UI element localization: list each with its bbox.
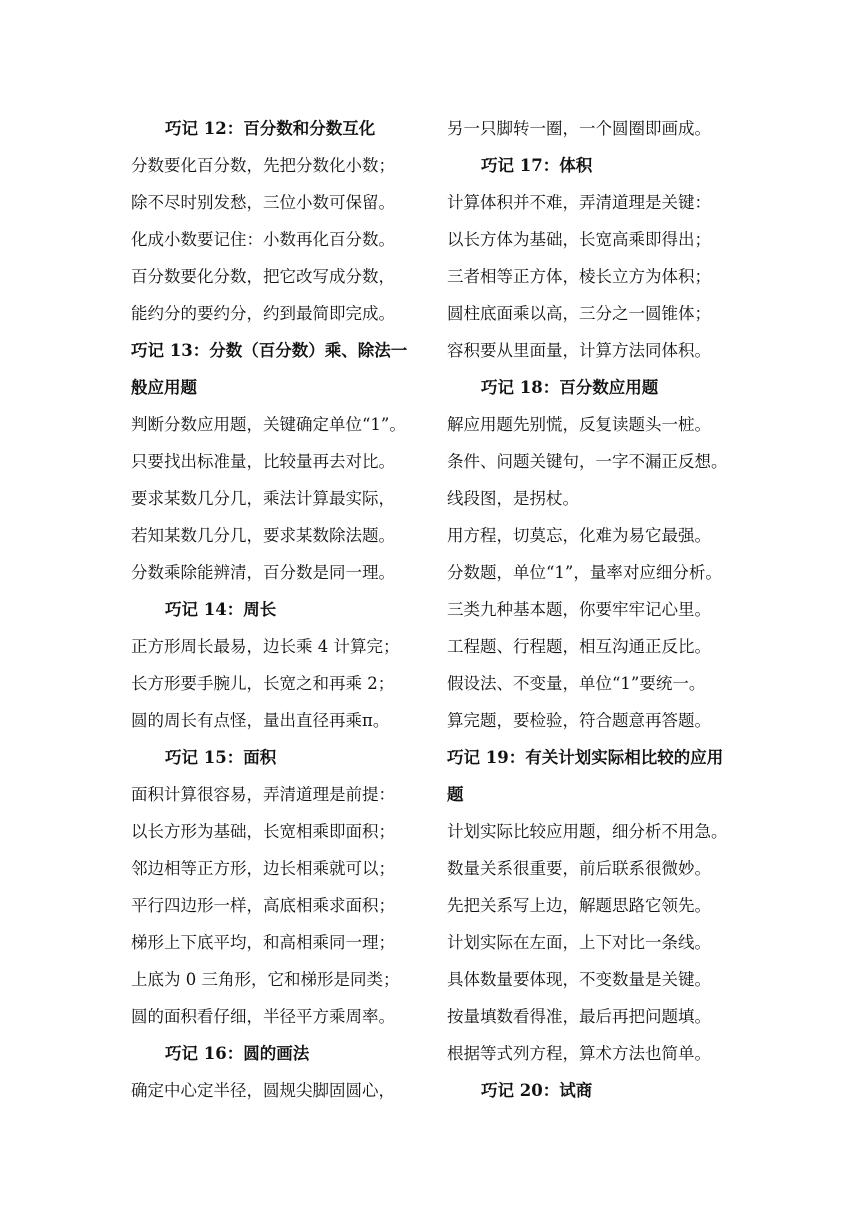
section-heading: 巧记 18：百分数应用题 xyxy=(481,378,659,397)
verse-line: 根据等式列方程，算术方法也简单。 xyxy=(447,1044,711,1063)
verse-line: 判断分数应用题，关键确定单位“1”。 xyxy=(131,415,406,434)
left-column xyxy=(131,110,431,1109)
verse-line: 上底为 0 三角形，它和梯形是同类； xyxy=(131,970,400,989)
section-heading: 巧记 16：圆的画法 xyxy=(165,1044,310,1063)
verse-line: 数量关系很重要，前后联系很微妙。 xyxy=(447,859,711,878)
verse-line: 确定中心定半径，圆规尖脚固圆心， xyxy=(131,1081,395,1100)
verse-line: 邻边相等正方形，边长相乘就可以； xyxy=(131,859,395,878)
verse-line: 以长方形为基础，长宽相乘即面积； xyxy=(131,822,395,841)
verse-line: 若知某数几分几，要求某数除法题。 xyxy=(131,526,395,545)
verse-line: 线段图，是拐杖。 xyxy=(447,489,579,508)
verse-line: 圆的面积看仔细，半径平方乘周率。 xyxy=(131,1007,395,1026)
verse-line: 平行四边形一样，高底相乘求面积； xyxy=(131,896,395,915)
verse-line: 以长方体为基础，长宽高乘即得出； xyxy=(447,230,711,249)
section-heading: 巧记 17：体积 xyxy=(481,156,593,175)
verse-line: 除不尽时别发愁，三位小数可保留。 xyxy=(131,193,395,212)
verse-line: 用方程，切莫忘，化难为易它最强。 xyxy=(447,526,711,545)
verse-line: 梯形上下底平均，和高相乘同一理； xyxy=(131,933,395,952)
verse-line: 假设法、不变量，单位“1”要统一。 xyxy=(447,674,706,693)
verse-line: 要求某数几分几，乘法计算最实际， xyxy=(131,489,395,508)
verse-line: 工程题、行程题，相互沟通正反比。 xyxy=(447,637,711,656)
verse-line: 能约分的要约分，约到最简即完成。 xyxy=(131,304,395,323)
verse-line: 分数题，单位“1”，量率对应细分析。 xyxy=(447,563,722,582)
section-heading: 般应用题 xyxy=(131,378,197,397)
verse-line: 化成小数要记住：小数再化百分数。 xyxy=(131,230,395,249)
verse-line: 分数乘除能辨清，百分数是同一理。 xyxy=(131,563,395,582)
verse-line: 先把关系写上边，解题思路它领先。 xyxy=(447,896,711,915)
verse-line: 圆柱底面乘以高，三分之一圆锥体； xyxy=(447,304,711,323)
verse-line: 百分数要化分数，把它改写成分数， xyxy=(131,267,395,286)
verse-line: 分数要化百分数，先把分数化小数； xyxy=(131,156,395,175)
verse-line: 容积要从里面量，计算方法同体积。 xyxy=(447,341,711,360)
verse-line: 算完题，要检验，符合题意再答题。 xyxy=(447,711,711,730)
verse-line: 面积计算很容易，弄清道理是前提： xyxy=(131,785,395,804)
verse-line: 计算体积并不难，弄清道理是关键： xyxy=(447,193,711,212)
verse-line: 具体数量要体现，不变数量是关键。 xyxy=(447,970,711,989)
section-heading: 巧记 13：分数（百分数）乘、除法一 xyxy=(131,341,408,360)
verse-line: 解应用题先别慌，反复读题头一桩。 xyxy=(447,415,711,434)
verse-line: 按量填数看得准，最后再把问题填。 xyxy=(447,1007,711,1026)
verse-line: 只要找出标准量，比较量再去对比。 xyxy=(131,452,395,471)
section-heading: 巧记 20：试商 xyxy=(481,1081,593,1100)
verse-line: 三者相等正方体，棱长立方为体积； xyxy=(447,267,711,286)
section-heading: 巧记 14：周长 xyxy=(165,600,277,619)
section-heading: 巧记 19：有关计划实际相比较的应用 xyxy=(447,748,724,767)
verse-line: 正方形周长最易，边长乘 4 计算完； xyxy=(131,637,400,656)
section-heading: 巧记 15：面积 xyxy=(165,748,277,767)
right-column xyxy=(447,110,747,1109)
section-heading: 巧记 12：百分数和分数互化 xyxy=(165,119,376,138)
verse-line: 计划实际在左面，上下对比一条线。 xyxy=(447,933,711,952)
verse-line: 条件、问题关键句，一字不漏正反想。 xyxy=(447,452,728,471)
verse-line: 长方形要手腕儿，长宽之和再乘 2； xyxy=(131,674,395,693)
verse-line: 三类九种基本题，你要牢牢记心里。 xyxy=(447,600,711,619)
verse-line: 另一只脚转一圈，一个圆圈即画成。 xyxy=(447,119,711,138)
verse-line: 圆的周长有点怪，量出直径再乘π。 xyxy=(131,711,390,730)
verse-line: 计划实际比较应用题，细分析不用急。 xyxy=(447,822,728,841)
section-heading: 题 xyxy=(447,785,464,804)
